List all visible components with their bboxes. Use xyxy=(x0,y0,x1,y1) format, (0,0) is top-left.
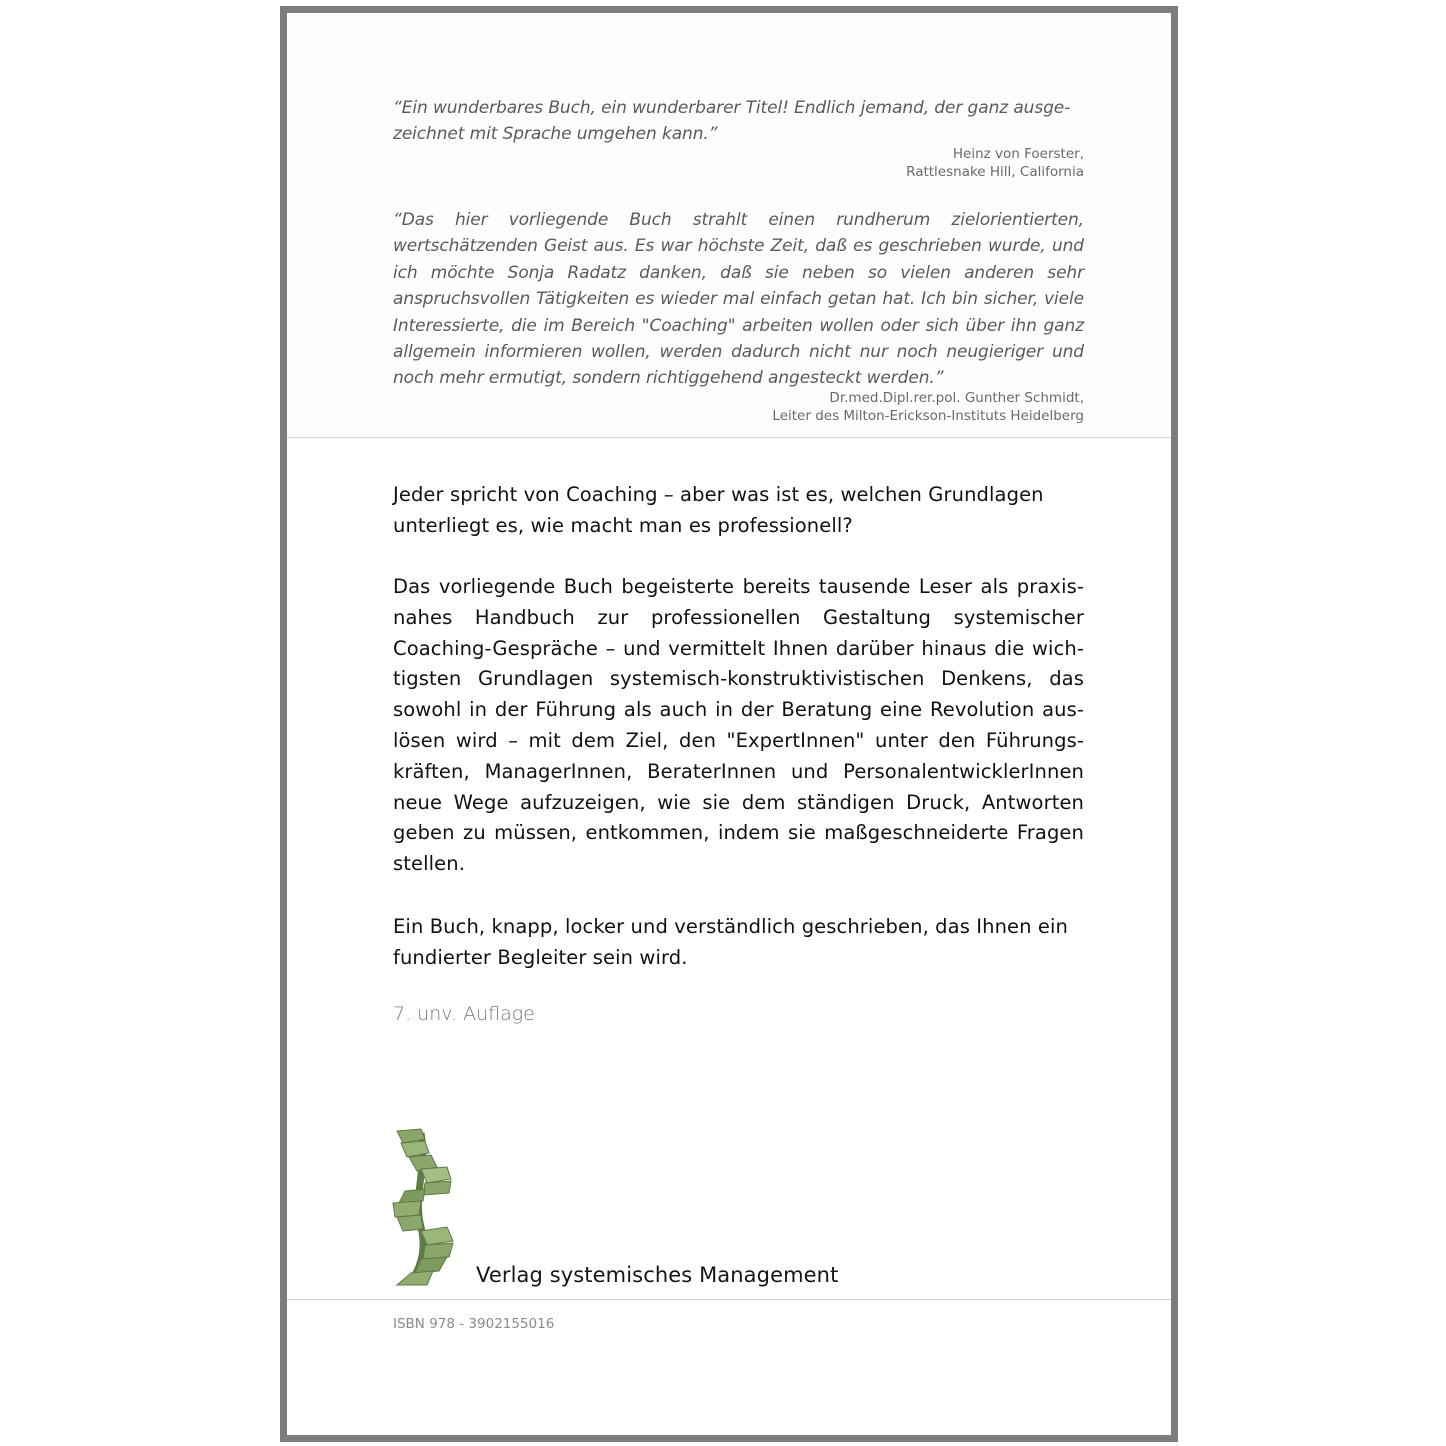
endorsement-author: Heinz von Foerster, xyxy=(952,146,1084,162)
blurb-closing: Ein Buch, knapp, locker und verständlich geschrieben, das Ihnen ein fundierter Begleiter sein wird. xyxy=(393,915,1068,969)
endorsement-quote: “Ein wunderbares Buch, ein wunderbarer Titel! Endlich jemand, der ganz ausge-zeichnet mit Sprache umgehen kann.” xyxy=(393,98,1071,144)
isbn-number: ISBN 978 - 3902155016 xyxy=(393,1316,555,1332)
publisher-name: Verlag systemisches Management xyxy=(476,1263,839,1287)
endorsement-quote: “Das hier vorliegende Buch strahlt einen rundherum zielorientierten, wertschätzenden Geist aus. Es war höchste Zeit, daß es geschrieben wurde, und ich möchte Sonja Radatz danken, daß sie neben so vielen anderen sehr anspruchsvollen Tätigkeiten es wieder mal einfach getan hat. Ich bin sicher, viele Interessierte, die im Bereich "Coaching" arbeiten wollen oder sich über ihn ganz allgemein informieren wollen, werden dadurch nicht nur noch neugieriger und noch mehr ermutigt, sondern richtiggehend angesteckt werden.” xyxy=(393,210,1084,389)
spiral-staircase-logo-icon xyxy=(391,1127,461,1287)
endorsement-attribution xyxy=(906,145,1084,181)
endorsement-affiliation: Leiter des Milton-Erickson-Instituts Heidelberg xyxy=(772,408,1084,424)
blurb-main-paragraph: Das vorliegende Buch begeisterte bereits tausende Leser als praxis-nahes Handbuch zur professionellen Gestaltung systemischer Coaching-Gespräche – und vermittelt Ihnen darüber hinaus die wich-tigsten Grundlagen systemisch-konstruktivistischen Denkens, das sowohl in der Führung als auch in der Beratung eine Revolution aus-lösen wird – mit dem Ziel, den "ExpertInnen" unter den Führungs-kräften, ManagerInnen, BeraterInnen und PersonalentwicklerInnen neue Wege aufzuzeigen, wie sie dem ständigen Druck, Antworten geben zu müssen, entkommen, indem sie maßgeschneiderte Fragen stellen. xyxy=(393,575,1084,876)
edition-note: 7. unv. Auflage xyxy=(393,1003,535,1025)
endorsement-author: Dr.med.Dipl.rer.pol. Gunther Schmidt, xyxy=(829,390,1084,406)
blurb-lead: Jeder spricht von Coaching – aber was ist es, welchen Grundlagen unterliegt es, wie macht man es professionell? xyxy=(393,483,1044,537)
section-divider xyxy=(287,1299,1171,1300)
book-back-cover xyxy=(280,6,1178,1442)
endorsements-section xyxy=(287,13,1171,437)
endorsement-affiliation: Rattlesnake Hill, California xyxy=(906,164,1084,180)
endorsement-attribution xyxy=(772,389,1084,425)
section-divider xyxy=(287,437,1171,438)
